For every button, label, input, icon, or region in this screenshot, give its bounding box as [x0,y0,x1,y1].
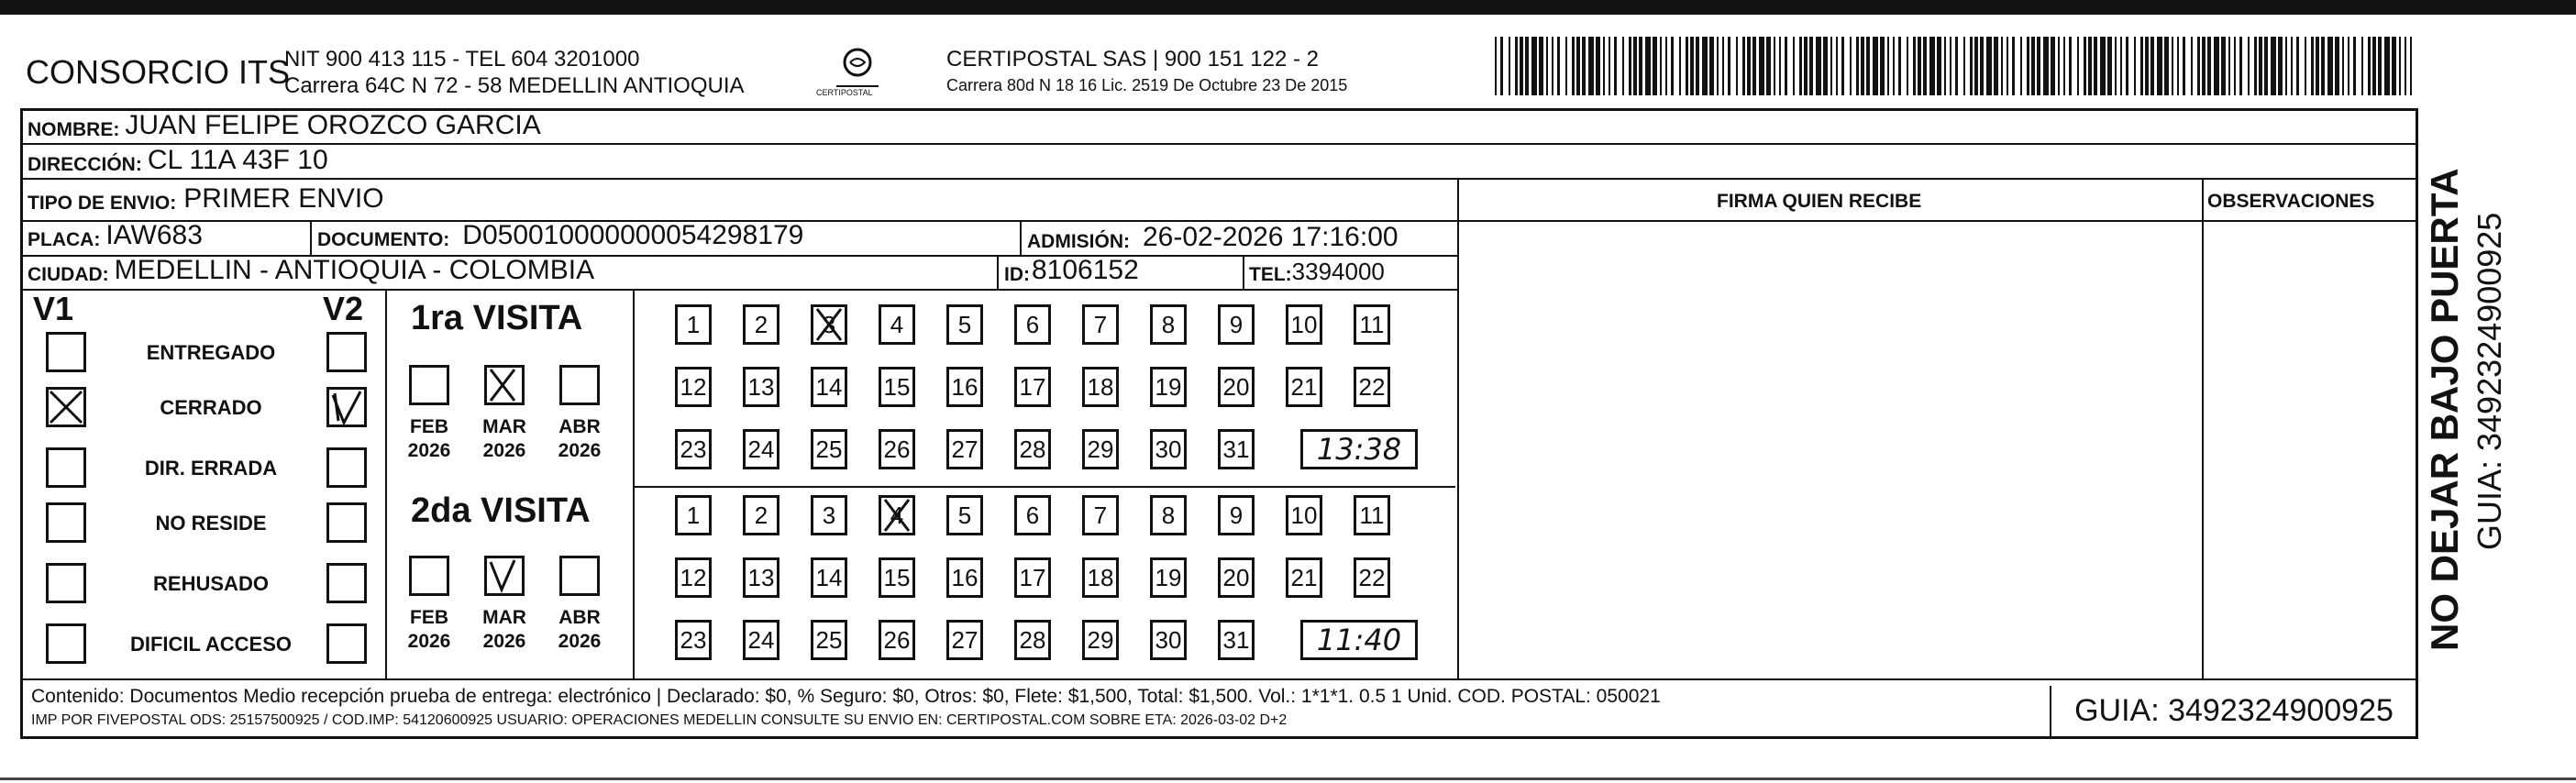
day-box-29[interactable]: 29 [1082,429,1119,469]
day-box-3[interactable]: 3 [811,304,847,345]
v1-checkbox-3[interactable] [46,502,86,543]
day-box-31[interactable]: 31 [1218,429,1255,469]
day-box-1[interactable]: 1 [675,304,712,345]
v2-checkbox-2[interactable] [326,447,367,488]
ciudad-row [28,253,594,286]
month-checkbox-mar[interactable] [484,365,525,405]
address-line: Carrera 64C N 72 - 58 MEDELLIN ANTIOQUIA [284,73,745,98]
placa-row [28,218,203,251]
signature-area[interactable] [1459,222,2200,677]
day-box-18[interactable]: 18 [1082,367,1119,407]
status-option-label: REHUSADO [153,572,269,595]
month-checkbox-abr[interactable] [559,365,600,405]
day-box-24[interactable]: 24 [743,620,779,660]
v2-checkbox-5[interactable] [326,623,367,664]
day-box-28[interactable]: 28 [1014,429,1051,469]
month-checkbox-feb[interactable] [409,556,449,596]
day-box-22[interactable]: 22 [1354,557,1390,598]
admision-label: ADMISIÓN: [1027,231,1130,252]
day-box-26[interactable]: 26 [879,620,915,660]
day-box-2[interactable]: 2 [743,495,779,535]
check-mark-icon [487,558,518,593]
month-checkbox-feb[interactable] [409,365,449,405]
day-box-30[interactable]: 30 [1150,429,1187,469]
company-name: CONSORCIO ITS [26,53,291,91]
documento-value: D050010000000054298179 [462,220,804,250]
v2-checkbox-4[interactable] [326,563,367,603]
day-box-19[interactable]: 19 [1150,367,1187,407]
time-box[interactable]: 11:40 [1300,620,1418,660]
day-box-7[interactable]: 7 [1082,495,1119,535]
year-label: 2026 [407,631,451,652]
v1-checkbox-1[interactable] [46,387,86,427]
day-box-10[interactable]: 10 [1286,304,1322,345]
day-box-23[interactable]: 23 [675,620,712,660]
tel-row [1249,253,1385,286]
day-box-7[interactable]: 7 [1082,304,1119,345]
day-box-27[interactable]: 27 [946,620,983,660]
observaciones-label: OBSERVACIONES [2207,191,2375,212]
bottom-border [0,777,2576,780]
day-box-14[interactable]: 14 [811,367,847,407]
v1-checkbox-5[interactable] [46,623,86,664]
day-box-11[interactable]: 11 [1354,304,1390,345]
month-label: FEB [410,607,448,628]
v1-checkbox-2[interactable] [46,447,86,488]
status-option-label: DIFICIL ACCESO [129,633,292,656]
firma-label: FIRMA QUIEN RECIBE [1717,191,1922,212]
barcode [1495,37,2412,95]
day-box-24[interactable]: 24 [743,429,779,469]
nombre-value: JUAN FELIPE OROZCO GARCIA [125,110,541,140]
observaciones-area[interactable] [2204,222,2416,677]
tipo-row [28,182,384,215]
day-box-14[interactable]: 14 [811,557,847,598]
day-box-17[interactable]: 17 [1014,367,1051,407]
check-mark-icon [329,390,364,425]
month-label: FEB [410,416,448,437]
x-mark-icon [49,390,83,425]
direccion-label: DIRECCIÓN: [28,154,142,175]
top-border [0,0,2576,15]
day-box-6[interactable]: 6 [1014,495,1051,535]
day-box-12[interactable]: 12 [675,557,712,598]
day-box-16[interactable]: 16 [946,367,983,407]
day-box-8[interactable]: 8 [1150,495,1187,535]
nombre-label: NOMBRE: [28,119,120,140]
status-option-label: ENTREGADO [146,341,276,364]
day-box-9[interactable]: 9 [1218,495,1255,535]
carrier-line: CERTIPOSTAL SAS | 900 151 122 - 2 [946,47,1319,72]
day-box-30[interactable]: 30 [1150,620,1187,660]
v2-heading: V2 [323,290,364,327]
direccion-value: CL 11A 43F 10 [147,145,328,175]
v2-checkbox-0[interactable] [326,332,367,372]
day-box-6[interactable]: 6 [1014,304,1051,345]
admision-value: 26-02-2026 17:16:00 [1143,222,1399,252]
v1-heading: V1 [33,290,74,327]
day-box-16[interactable]: 16 [946,557,983,598]
ciudad-value: MEDELLIN - ANTIOQUIA - COLOMBIA [114,255,595,285]
day-box-26[interactable]: 26 [879,429,915,469]
x-mark-icon [813,307,845,342]
day-box-21[interactable]: 21 [1286,557,1322,598]
day-box-13[interactable]: 13 [743,367,779,407]
day-box-27[interactable]: 27 [946,429,983,469]
admision-row [1027,220,1399,253]
day-box-29[interactable]: 29 [1082,620,1119,660]
day-box-2[interactable]: 2 [743,304,779,345]
tel-value: 3394000 [1291,258,1385,285]
month-label: MAR [482,416,526,437]
day-box-5[interactable]: 5 [946,495,983,535]
day-box-3[interactable]: 3 [811,495,847,535]
year-label: 2026 [558,631,602,652]
day-box-13[interactable]: 13 [743,557,779,598]
v2-checkbox-3[interactable] [326,502,367,543]
day-box-5[interactable]: 5 [946,304,983,345]
tipo-value: PRIMER ENVIO [183,183,384,214]
v2-checkbox-1[interactable] [326,387,367,427]
month-checkbox-mar[interactable] [484,556,525,596]
day-box-28[interactable]: 28 [1014,620,1051,660]
tel-label: TEL: [1249,264,1292,285]
id-row [1004,253,1139,286]
documento-row [317,218,803,251]
direccion-row [28,143,328,176]
year-label: 2026 [407,440,451,461]
day-box-4[interactable]: 4 [879,304,915,345]
contenido-line: Contenido: Documentos Medio recepción prueba de entrega: electrónico | Declarado: $0, % Seguro: $0, Otros: $0, Flete: $1,500, Total: $1,500. Vol.: 1*1*1. 0.5 1 Unid. COD. POSTAL: 050021 [31,686,1661,707]
first-visit-title: 1ra VISITA [411,299,583,337]
placa-value: IAW683 [105,220,203,250]
no-dejar-bajo-puerta: NO DEJAR BAJO PUERTA [2423,168,2466,651]
nombre-row [28,108,541,141]
imp-line: IMP POR FIVEPOSTAL ODS: 25157500925 / COD.IMP: 54120600925 USUARIO: OPERACIONES MEDELLIN CONSULTE SU ENVIO EN: CERTIPOSTAL.COM SOBRE ETA: 2026-03-02 D+2 [31,712,1288,728]
day-box-18[interactable]: 18 [1082,557,1119,598]
placa-label: PLACA: [28,229,101,250]
year-label: 2026 [482,440,526,461]
day-box-20[interactable]: 20 [1218,367,1255,407]
guia-side: GUIA: 3492324900925 [2471,212,2508,550]
id-label: ID: [1004,264,1030,285]
ciudad-label: CIUDAD: [28,264,109,285]
v1-checkbox-0[interactable] [46,332,86,372]
status-option-label: DIR. ERRADA [144,457,278,480]
x-mark-icon [881,498,912,533]
day-box-1[interactable]: 1 [675,495,712,535]
day-box-17[interactable]: 17 [1014,557,1051,598]
day-box-10[interactable]: 10 [1286,495,1322,535]
day-box-9[interactable]: 9 [1218,304,1255,345]
day-box-25[interactable]: 25 [811,429,847,469]
day-box-25[interactable]: 25 [811,620,847,660]
day-box-8[interactable]: 8 [1150,304,1187,345]
day-box-21[interactable]: 21 [1286,367,1322,407]
day-box-20[interactable]: 20 [1218,557,1255,598]
x-mark-icon [487,368,518,403]
day-box-15[interactable]: 15 [879,557,915,598]
company-info [284,46,745,99]
time-box[interactable]: 13:38 [1300,429,1418,469]
carrier-info [946,46,1347,99]
day-box-11[interactable]: 11 [1354,495,1390,535]
year-label: 2026 [482,631,526,652]
id-value: 8106152 [1032,255,1139,285]
tipo-label: TIPO DE ENVIO: [28,193,177,214]
month-label: ABR [558,416,601,437]
v1-checkbox-4[interactable] [46,563,86,603]
month-checkbox-abr[interactable] [559,556,600,596]
day-box-12[interactable]: 12 [675,367,712,407]
documento-label: DOCUMENTO: [317,229,450,250]
guia-footer: GUIA: 3492324900925 [2050,686,2416,736]
day-box-15[interactable]: 15 [879,367,915,407]
year-label: 2026 [558,440,602,461]
day-box-23[interactable]: 23 [675,429,712,469]
logo-caption: CERTIPOSTAL [816,88,873,97]
second-visit-title: 2da VISITA [411,491,591,530]
carrier-sub: Carrera 80d N 18 16 Lic. 2519 De Octubre 23 De 2015 [946,76,1348,94]
day-box-19[interactable]: 19 [1150,557,1187,598]
month-label: ABR [558,607,601,628]
day-box-22[interactable]: 22 [1354,367,1390,407]
month-label: MAR [482,607,526,628]
status-option-label: CERRADO [160,396,262,419]
status-option-label: NO RESIDE [155,512,267,535]
day-box-31[interactable]: 31 [1218,620,1255,660]
day-box-4[interactable]: 4 [879,495,915,535]
nit-line: NIT 900 413 115 - TEL 604 3201000 [284,47,640,72]
